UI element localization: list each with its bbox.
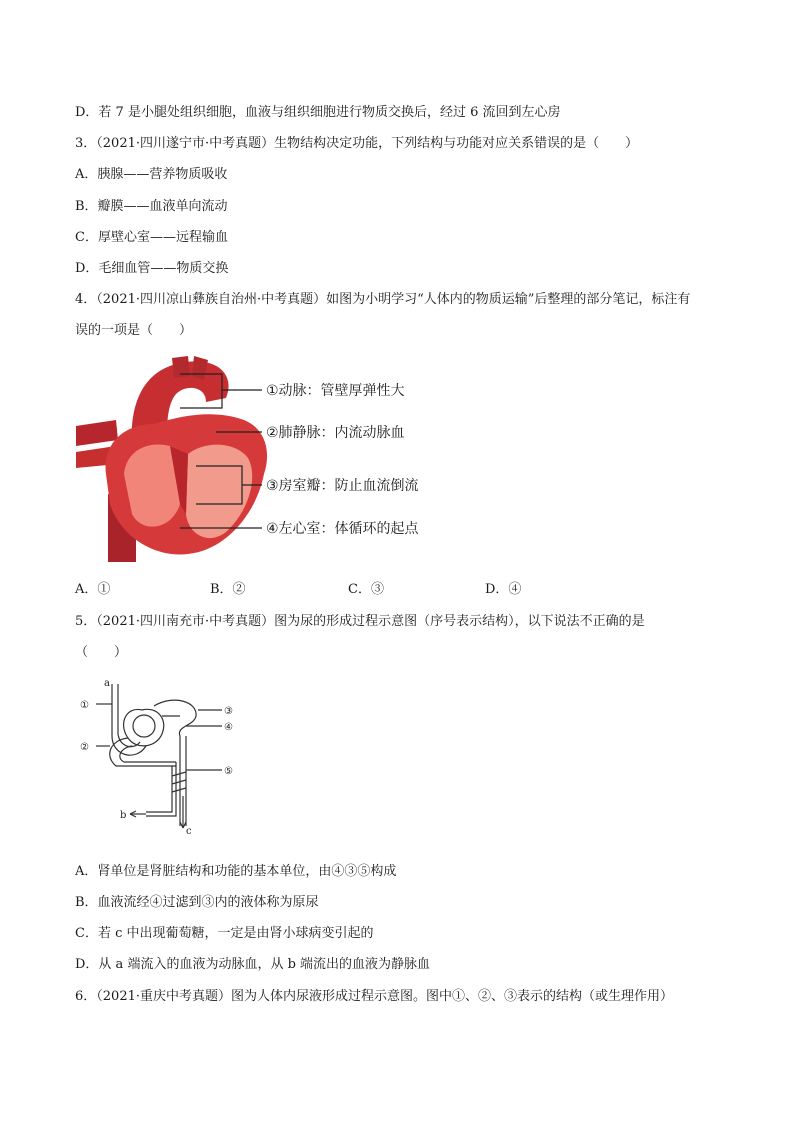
q4-stem: 4．（2021·四川凉山彝族自治州·中考真题）如图为小明学习“人体内的物质运输”后整理的部分笔记，标注有	[75, 292, 691, 307]
q4-option-d: D．④	[485, 582, 522, 597]
nephron-label-a: a	[104, 678, 110, 689]
heart-label-1: ①动脉：管壁厚弹性大	[266, 383, 405, 399]
nephron-label-2: ②	[80, 742, 89, 753]
nephron-illustration	[76, 676, 256, 836]
q4-option-b: B．②	[210, 582, 246, 597]
nephron-label-5: ⑤	[224, 766, 233, 777]
heart-diagram	[76, 354, 456, 568]
q5-option-b: B．血液流经④过滤到③内的液体称为原尿	[75, 895, 319, 910]
q3-option-c: C．厚壁心室——远程输血	[75, 230, 228, 245]
nephron-label-c: c	[186, 826, 192, 836]
nephron-label-b: b	[120, 810, 127, 821]
q5-stem-cont: （ ）	[75, 645, 128, 660]
nephron-label-3: ③	[224, 706, 233, 717]
q5-stem: 5．（2021·四川南充市·中考真题）图为尿的形成过程示意图（序号表示结构），以下说法不正确的是	[75, 614, 645, 629]
nephron-label-1: ①	[80, 700, 89, 711]
heart-label-2: ②肺静脉：内流动脉血	[266, 425, 405, 441]
nephron-label-4: ④	[224, 722, 233, 733]
q5-option-a: A．肾单位是肾脏结构和功能的基本单位，由④③⑤构成	[75, 864, 397, 879]
nephron-diagram	[76, 676, 256, 836]
q4-stem-cont: 误的一项是（ ）	[75, 323, 193, 338]
q3-stem: 3．（2021·四川遂宁市·中考真题）生物结构决定功能，下列结构与功能对应关系错误的是（ ）	[75, 136, 639, 151]
q3-option-a: A．胰腺——营养物质吸收	[75, 167, 228, 182]
heart-label-3: ③房室瓣：防止血流倒流	[266, 478, 419, 494]
q4-option-c: C．③	[348, 582, 384, 597]
q2-option-d: D．若 7 是小腿处组织细胞，血液与组织细胞进行物质交换后，经过 6 流回到左心房	[75, 105, 561, 120]
q6-stem: 6．（2021·重庆中考真题）图为人体内尿液形成过程示意图。图中①、②、③表示的结构（或生理作用）	[75, 989, 673, 1004]
q4-option-a: A．①	[75, 582, 111, 597]
q3-option-d: D．毛细血管——物质交换	[75, 261, 229, 276]
q5-option-d: D．从 a 端流入的血液为动脉血，从 b 端流出的血液为静脉血	[75, 957, 431, 972]
q3-option-b: B．瓣膜——血液单向流动	[75, 199, 228, 214]
heart-label-4: ④左心室：体循环的起点	[266, 521, 419, 537]
q5-option-c: C．若 c 中出现葡萄糖，一定是由肾小球病变引起的	[75, 926, 374, 941]
